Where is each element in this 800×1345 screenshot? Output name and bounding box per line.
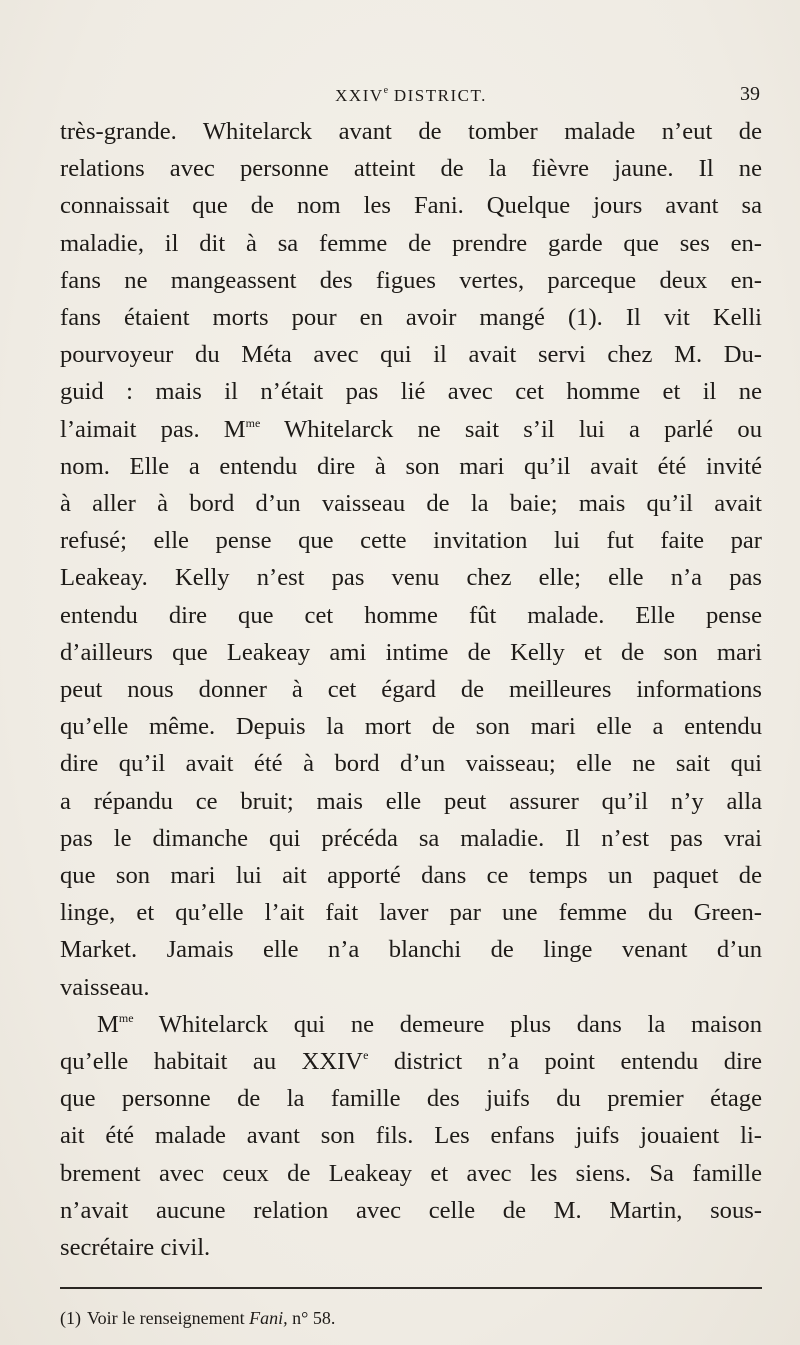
footnote-italic-text: Fani,: [249, 1308, 288, 1328]
text-line: [60, 411, 762, 448]
text-fragment: M: [97, 1010, 119, 1038]
text-line: dire qu’il avait été à bord d’un vaisseau; elle ne sait qui: [60, 750, 762, 778]
footnote-text: Voir le renseignement: [87, 1308, 250, 1328]
text-line: Market. Jamais elle n’a blanchi de linge venant d’un: [60, 936, 762, 964]
running-head-superscript: e: [383, 85, 389, 97]
text-line: [60, 1043, 762, 1080]
text-line: maladie, il dit à sa femme de prendre garde que ses en-: [60, 229, 762, 257]
text-line: relations avec personne atteint de la fièvre jaune. Il ne: [60, 155, 762, 183]
running-head-text: DISTRICT.: [388, 86, 487, 105]
text-line: ait été malade avant son fils. Les enfans juifs jouaient li-: [60, 1122, 762, 1150]
text-line: qu’elle même. Depuis la mort de son mari elle a entendu: [60, 713, 762, 741]
paragraph-1: [60, 113, 762, 1006]
footnote: [60, 1306, 762, 1330]
text-line: vaisseau.: [60, 973, 150, 1001]
text-line: n’avait aucune relation avec celle de M. Martin, sous-: [60, 1196, 762, 1224]
text-line: peut nous donner à cet égard de meilleures informations: [60, 676, 762, 704]
text-line: brement avec ceux de Leakeay et avec les siens. Sa famille: [60, 1159, 762, 1187]
superscript: e: [363, 1048, 369, 1063]
page-header: [60, 82, 762, 108]
text-line: pourvoyeur du Méta avec qui il avait servi chez M. Du-: [60, 341, 762, 369]
text-line: que son mari lui ait apporté dans ce temps un paquet de: [60, 862, 762, 890]
running-head: [60, 86, 762, 106]
page-number: 39: [740, 83, 760, 105]
text-line: fans étaient morts pour en avoir mangé (1). Il vit Kelli: [60, 304, 762, 332]
text-line: que personne de la famille des juifs du premier étage: [60, 1085, 762, 1113]
text-line: guid : mais il n’était pas lié avec cet homme et il ne: [60, 378, 762, 406]
text-fragment: qu’elle habitait au XXIV: [60, 1048, 364, 1076]
text-fragment: l’aimait pas. M: [60, 415, 246, 443]
body-text: [60, 113, 762, 1266]
text-line: connaissait que de nom les Fani. Quelque jours avant sa: [60, 192, 762, 220]
text-line: [60, 1006, 762, 1043]
text-fragment: Whitelarck ne sait s’il lui a parlé ou: [260, 415, 762, 443]
text-line: pas le dimanche qui précéda sa maladie. Il n’est pas vrai: [60, 824, 762, 852]
text-line: nom. Elle a entendu dire à son mari qu’il avait été invité: [60, 452, 762, 480]
text-line: très-grande. Whitelarck avant de tomber malade n’eut de: [60, 118, 762, 145]
text-fragment: district n’a point entendu dire: [368, 1048, 762, 1076]
text-fragment: Whitelarck qui ne demeure plus dans la maison: [133, 1010, 762, 1038]
text-line: a répandu ce bruit; mais elle peut assurer qu’il n’y alla: [60, 787, 762, 815]
text-line: à aller à bord d’un vaisseau de la baie; mais qu’il avait: [60, 490, 762, 518]
text-line: d’ailleurs que Leakeay ami intime de Kelly et de son mari: [60, 638, 762, 666]
text-line: entendu dire que cet homme fût malade. Elle pense: [60, 601, 762, 629]
superscript: me: [245, 415, 261, 430]
footnote-mark: (1): [60, 1308, 81, 1328]
running-head-numeral: XXIV: [335, 86, 384, 105]
text-line: refusé; elle pense que cette invitation lui fut faite par: [60, 527, 762, 555]
paragraph-2: [60, 1006, 762, 1266]
text-line: secrétaire civil.: [60, 1234, 211, 1262]
text-line: fans ne mangeassent des figues vertes, parceque deux en-: [60, 266, 762, 294]
text-line: Leakeay. Kelly n’est pas venu chez elle; elle n’a pas: [60, 564, 762, 592]
footnote-divider: [60, 1287, 762, 1289]
footnote-text-end: n° 58.: [287, 1308, 336, 1328]
text-line: linge, et qu’elle l’ait fait laver par une femme du Green-: [60, 899, 762, 927]
superscript: me: [118, 1010, 134, 1025]
